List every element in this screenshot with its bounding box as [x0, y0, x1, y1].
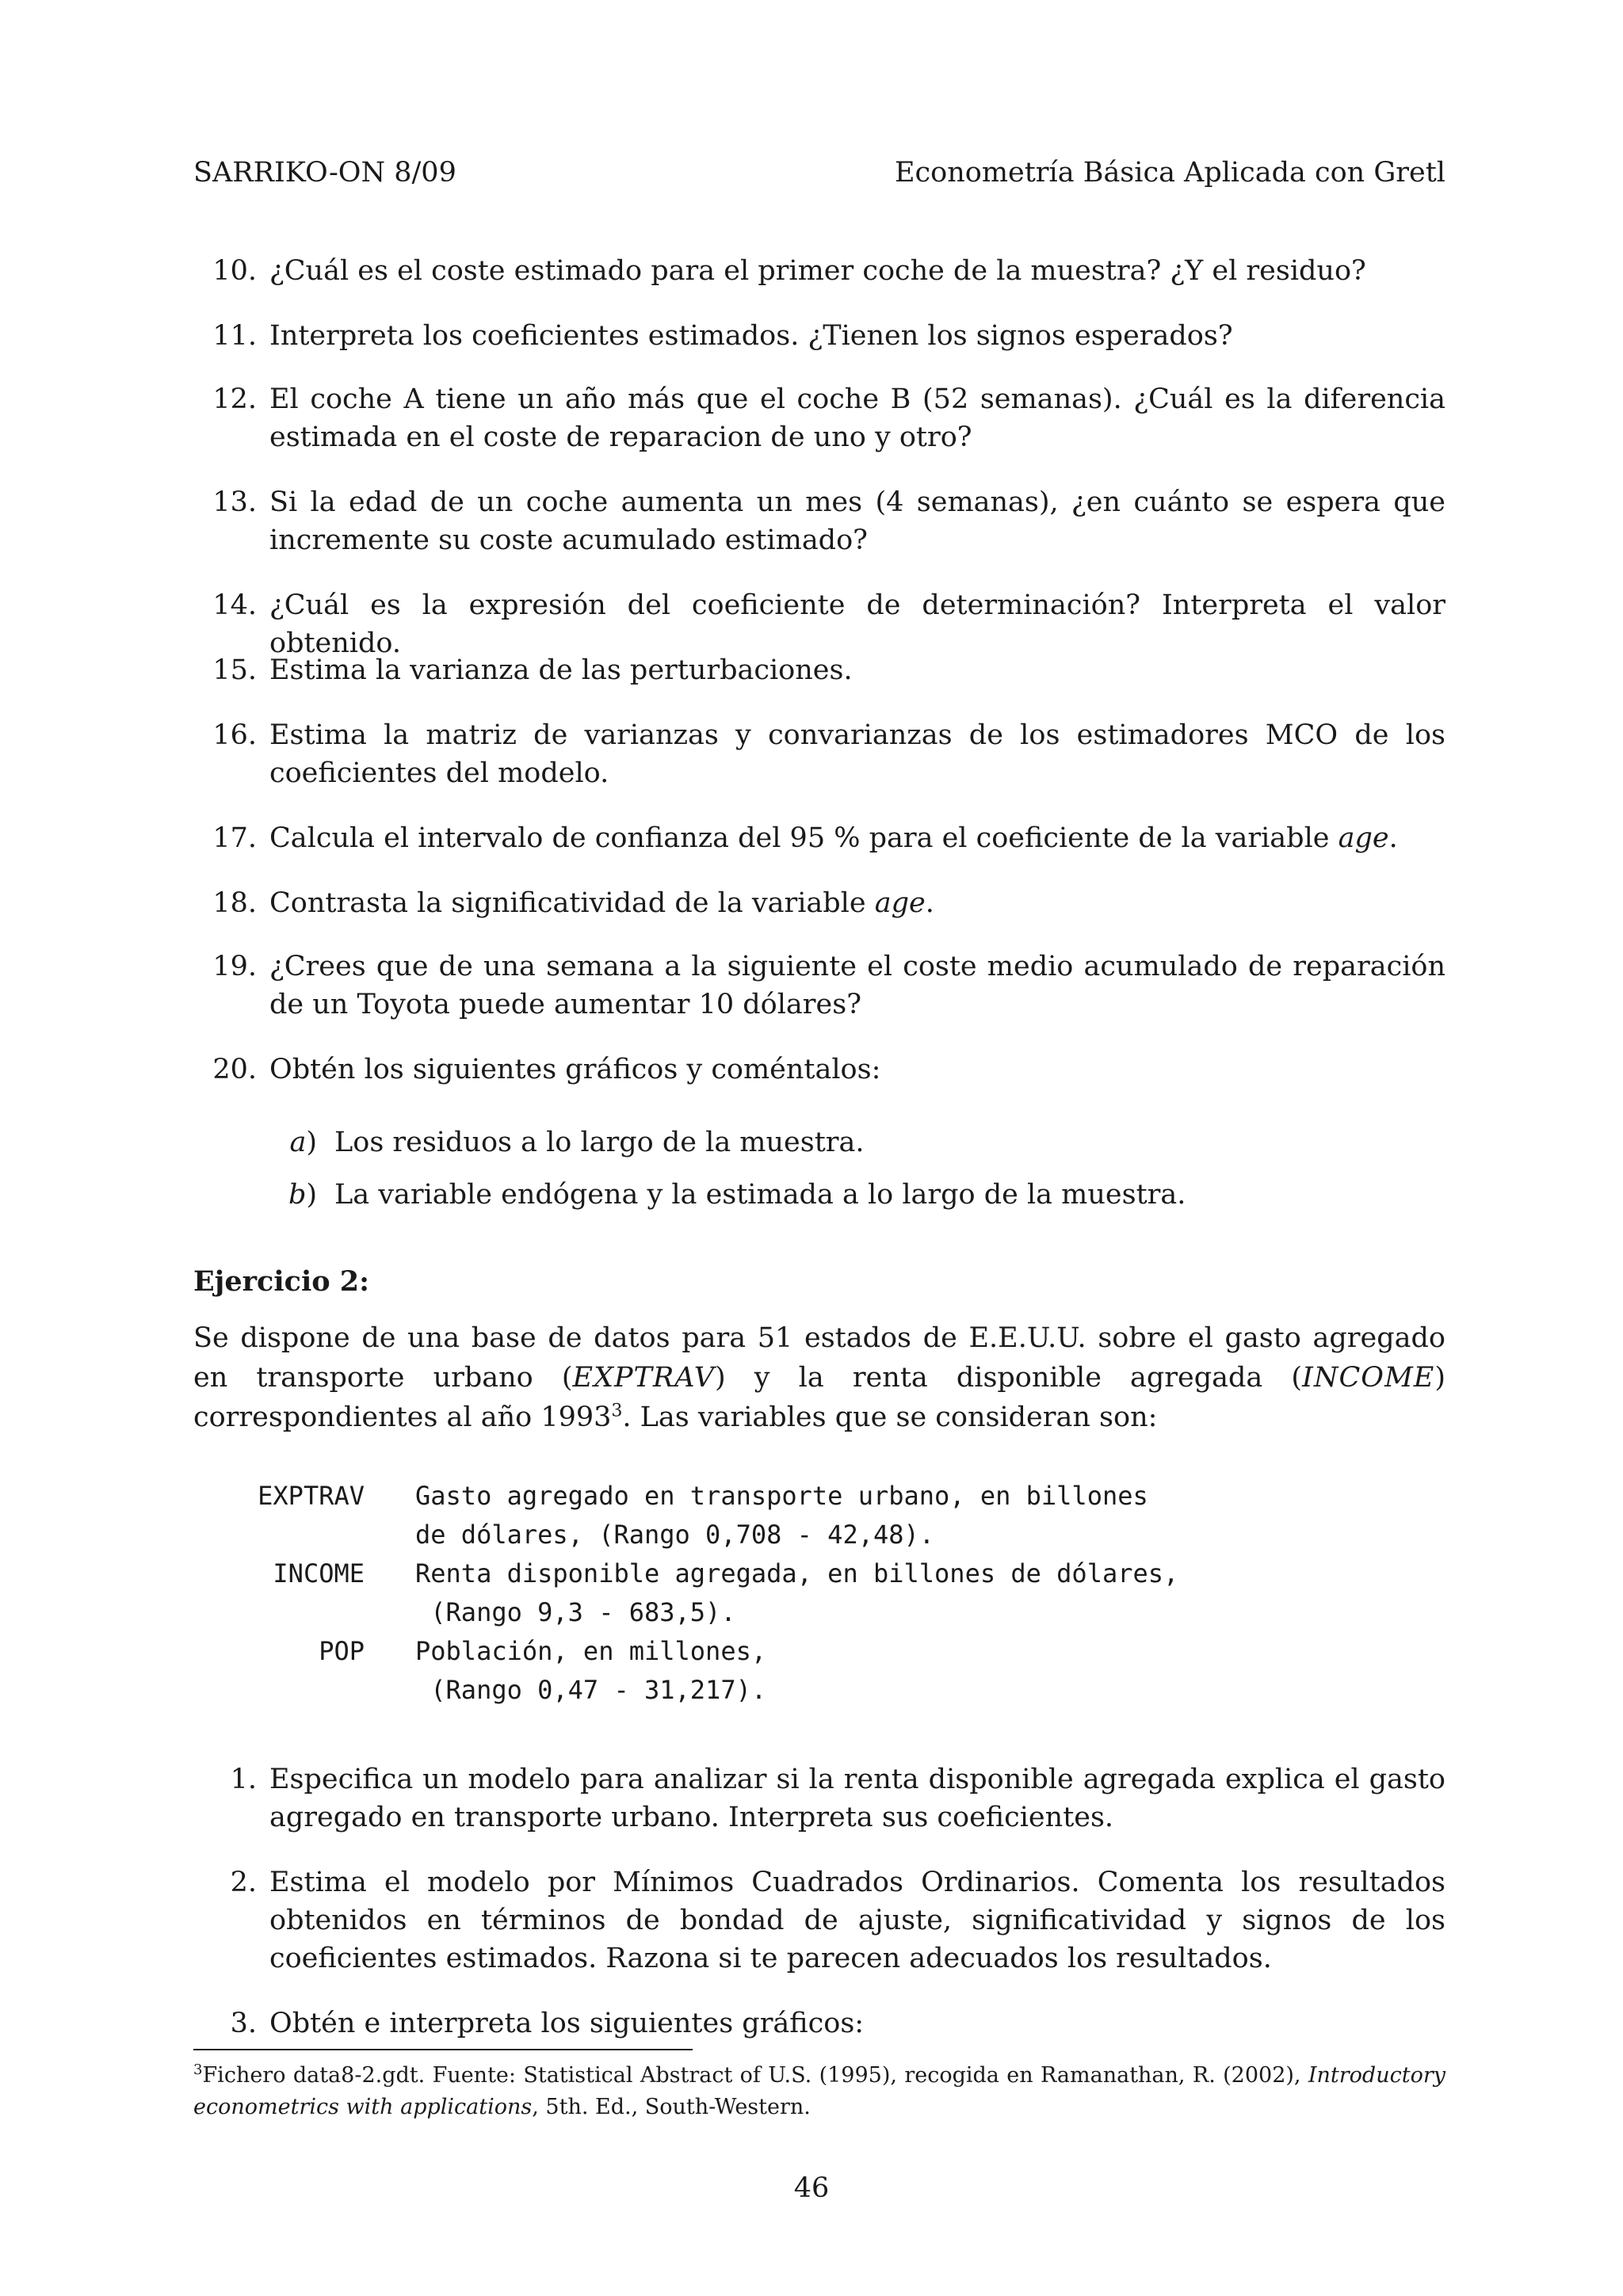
item-text: Obtén e interpreta los siguientes gráficos: — [269, 2008, 865, 2039]
item-number: 16. — [212, 719, 257, 751]
item-number: 2. — [230, 1867, 257, 1898]
item-text: Obtén los siguientes gráficos y coméntalos: — [269, 1054, 881, 1085]
item-number: 1. — [230, 1764, 257, 1795]
item-number: 12. — [212, 383, 257, 415]
item-text: ¿Cuál es la expresión del coeficiente de determinación? Interpreta el valor obtenido. — [269, 589, 1445, 659]
sub-item-label: a) — [289, 1127, 317, 1158]
variable-code: INCOME — [273, 1558, 365, 1589]
item-text — [269, 819, 1445, 857]
sub-item-label: b) — [288, 1179, 317, 1211]
item-number: 13. — [212, 486, 257, 518]
footnote-mark: 3 — [193, 2061, 203, 2078]
math-variable: EXPTRAV — [572, 1362, 716, 1394]
item-number: 19. — [212, 951, 257, 982]
item-number: 11. — [212, 320, 257, 352]
item-text: Especifica un modelo para analizar si la renta disponible agregada explica el gasto agregado en transporte urbano. Interpreta sus coeficientes. — [269, 1764, 1445, 1833]
variable-description: Población, en millones, (Rango 0,47 - 31,217). — [415, 1636, 767, 1705]
header-series: SARRIKO-ON 8/09 — [193, 157, 456, 189]
variable-code: EXPTRAV — [258, 1481, 365, 1511]
footnote-reference: 3 — [611, 1401, 623, 1421]
sub-item-text: La variable endógena y la estimada a lo largo de la muestra. — [334, 1179, 1186, 1211]
item-text: Estima la matriz de varianzas y convarianzas de los estimadores MCO de los coeficientes del modelo. — [269, 719, 1445, 789]
item-number: 10. — [212, 255, 257, 287]
item-text-part: . — [925, 887, 934, 919]
page-number: 46 — [793, 2172, 830, 2204]
book-title: Introductory econometrics with applications — [193, 2063, 1445, 2119]
variable-name: age — [874, 887, 926, 919]
item-text-part: Calcula el intervalo de confianza del 95 % para el coeficiente de la variable — [269, 822, 1338, 854]
item-text: ¿Crees que de una semana a la siguiente el coste medio acumulado de reparación de un Toyota puede aumentar 10 dólares? — [269, 951, 1445, 1020]
header-book-title: Econometría Básica Aplicada con Gretl — [895, 157, 1445, 189]
item-text-part: Contrasta la significatividad de la variable — [269, 887, 875, 919]
section-heading: Ejercicio 2: — [193, 1265, 370, 1298]
item-text — [269, 884, 1445, 922]
item-number: 18. — [212, 887, 257, 919]
item-text: ¿Cuál es el coste estimado para el primer coche de la muestra? ¿Y el residuo? — [269, 255, 1366, 287]
item-number: 17. — [212, 822, 257, 854]
item-text: Estima la varianza de las perturbaciones. — [269, 654, 853, 686]
item-number: 3. — [230, 2008, 257, 2039]
variable-code: POP — [319, 1636, 365, 1666]
item-text: Estima el modelo por Mínimos Cuadrados Ordinarios. Comenta los resultados obtenidos en términos de bondad de ajuste, significatividad y signos de los coeficientes estimados. Razona si te parecen adecuados los resultados. — [269, 1867, 1445, 1974]
math-variable: INCOME — [1302, 1362, 1435, 1394]
item-text: Si la edad de un coche aumenta un mes (4 semanas), ¿en cuánto se espera que incremente su coste acumulado estimado? — [269, 486, 1445, 556]
variable-description: Renta disponible agregada, en billones de dólares, (Rango 9,3 - 683,5). — [415, 1558, 1179, 1627]
item-text-part: . — [1388, 822, 1398, 854]
item-text: El coche A tiene un año más que el coche B (52 semanas). ¿Cuál es la diferencia estimada en el coste de reparacion de uno y otro? — [269, 383, 1445, 453]
item-number: 14. — [212, 589, 257, 621]
footnote: $^3$Fichero data8-2.gdt. Fuente: Statistical Abstract of U.S. (1995), recogida en Ramanathan, R. (2002), Introductory econometrics with applications, 5th. Ed., South-Western. — [193, 2061, 1445, 2119]
sub-item-text: Los residuos a lo largo de la muestra. — [334, 1127, 865, 1158]
item-number: 20. — [212, 1054, 257, 1085]
variable-name: age — [1338, 822, 1389, 854]
footnote-rule — [193, 2049, 693, 2050]
running-header — [193, 155, 1445, 190]
item-text: Interpreta los coeficientes estimados. ¿Tienen los signos esperados? — [269, 320, 1233, 352]
item-number: 15. — [212, 654, 257, 686]
variable-description: Gasto agregado en transporte urbano, en billones de dólares, (Rango 0,708 - 42,48). — [415, 1481, 1148, 1550]
exercise-2-intro: Se dispone de una base de datos para 51 estados de E.E.U.U. sobre el gasto agregado en transporte urbano (EXPTRAV) y la renta disponible agregada (INCOME) correspondientes al año 1993$^3$. Las variables que se consideran son: — [193, 1322, 1446, 1433]
